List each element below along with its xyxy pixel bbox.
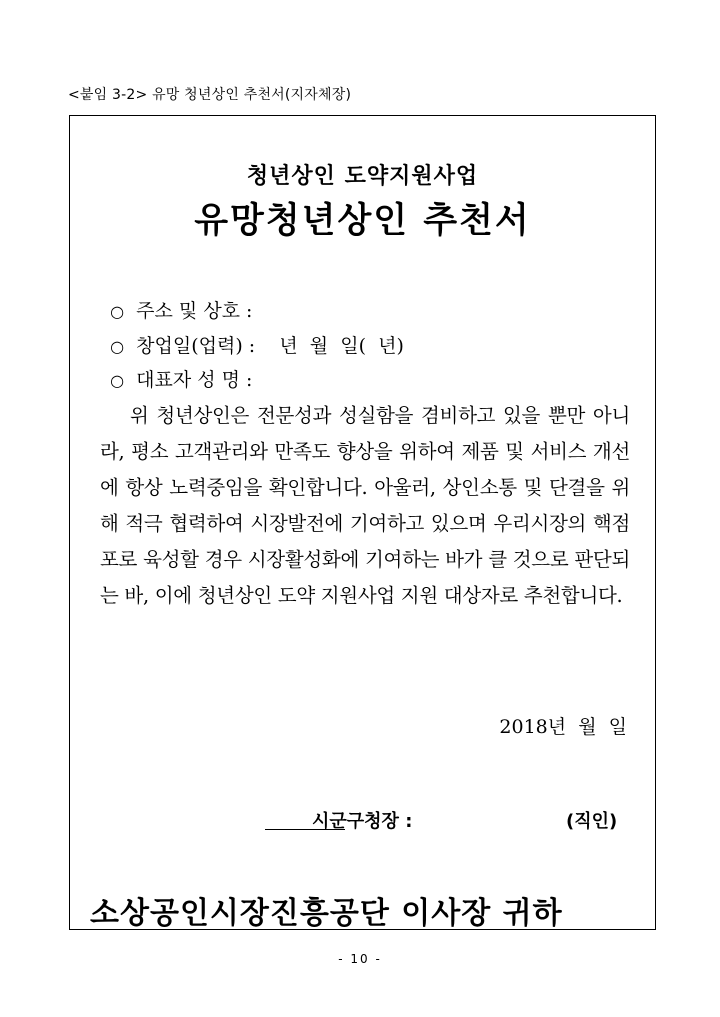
bullet-icon: ○ [110,302,125,321]
recommendation-body [100,398,630,614]
bullet-icon: ○ [110,337,125,356]
field-label: 창업일(업력) : [136,335,256,357]
field-label: 대표자 성 명 : [136,369,253,391]
signature-label: 시군구청장 : [312,811,413,832]
official-seal-mark: (직인) [566,811,618,832]
field-label: 주소 및 상호 : [136,300,253,322]
addressee: 소상공인시장진흥공단 이사장 귀하 [90,896,563,931]
form-title: 유망청년상인 추천서 [194,201,531,241]
field-value: 년 월 일( 년) [255,335,404,357]
body-paragraph: 위 청년상인은 전문성과 성실함을 겸비하고 있을 뿐만 아니라, 평소 고객관리와 만족도 향상을 위하여 제품 및 서비스 개선에 항상 노력중임을 확인합니다. 아울러, 상인소통 및 단결을 위해 적극 협력하여 시장발전에 기여하고 있으며 우리시장의 핵점포로 육성할 경우 시장활성화에 기여하는 바가 클 것으로 판단되는 바, 이에 청년상인 도약 지원사업 지원 대상자로 추천합니다. [100,404,630,607]
form-subtitle: 청년상인 도약지원사업 [246,164,479,189]
page-number: - 10 - [338,952,382,966]
bullet-icon: ○ [110,371,125,390]
issue-date: 2018년 월 일 [499,716,627,738]
attachment-caption: <붙임 3-2> 유망 청년상인 추천서(지자체장) [68,87,352,103]
recommendation-form [69,115,656,930]
